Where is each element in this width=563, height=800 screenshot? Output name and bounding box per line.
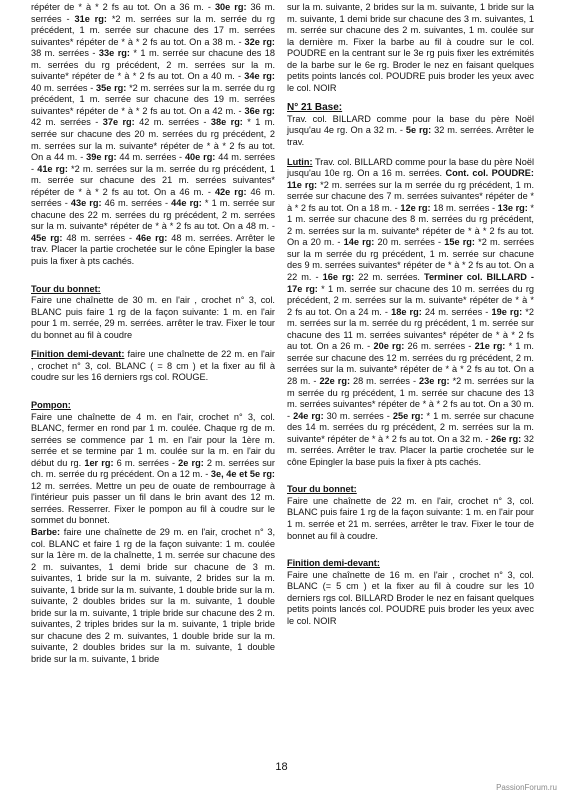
- text-run: 38 m. serrées -: [31, 48, 99, 59]
- text-run: 42 m. serrées -: [134, 117, 211, 128]
- row-label: 22e rg:: [319, 375, 350, 386]
- lutin-text: [287, 157, 534, 469]
- section-label: Lutin:: [287, 156, 313, 167]
- row-label: 14e rg:: [343, 237, 375, 248]
- tour-du-bonnet-heading-2: Tour du bonnet:: [287, 484, 357, 495]
- barbe-continued-text: sur la m. suivante, 2 brides sur la m. suivante, 1 bride sur la m. suivante, 1 demi bride sur chacune des 3 m. suivantes, 1 m. serrée sur chacune des 2 m. suivantes, 1 m. coulée sur la dernière m. Fixer la barbe au fil à coudre sur le col. POUDRE en la centrant sur le 3e rg puis fixer les extrémités de la barbe sur le 6e rg. Broder le nez en faisant quelques petits points lancés col. POUDRE puis broder les yeux avec le col. NOIR: [287, 2, 534, 93]
- text-run: 42 m. serrées -: [31, 117, 103, 128]
- text-run: 30 m. serrées -: [323, 410, 393, 421]
- pompon-heading: Pompon:: [31, 399, 71, 410]
- finition-paragraph: [31, 349, 275, 384]
- row-label: 23e rg:: [419, 375, 450, 386]
- text-run: * 1 m. serrée sur chacune des 14 m. serrées du rg précédent, 2 m. serrées sur la m. suivante* répéter de * à * 2 fs au tot. On a 32 m. -: [287, 410, 534, 444]
- row-label: 19e rg:: [491, 306, 523, 317]
- text-run: *2 m. serrées sur la m. serrée du rg précédent, 1 m. serrée sur chacune des 21 m. serrées suivantes* répéter de * à * 2 fs au tot. On a 46 m. -: [31, 163, 275, 197]
- text-run: répéter de * à * 2 fs au tot. On a 36 m. -: [31, 2, 215, 12]
- text-run: 6 m. serrées -: [113, 457, 179, 468]
- row-label: 41e rg:: [37, 163, 68, 174]
- right-column: [287, 2, 534, 627]
- row-label: 43e rg:: [70, 198, 102, 209]
- text-run: 36 m. serrées -: [31, 2, 275, 24]
- text-run: 32 m. serrées. Arrêter le trav. Placer la partie crochetée sur le cône Epingler la base puis la fixer à pts cachés.: [287, 433, 534, 467]
- row-label: 40e rg:: [184, 152, 216, 163]
- row-label: 45e rg:: [31, 232, 63, 243]
- row-label: 35e rg:: [96, 82, 127, 93]
- text-run: Trav. col. BILLARD comme pour la base du père Noël jusqu'au 10e rg. On a 16 m. serrées.: [287, 156, 534, 179]
- row-label: 38e rg:: [210, 117, 243, 128]
- text-run: * 1 m. serrée sur chacune des 22 m. serrées du rg précédent, 2 m. serrées sur la m. suivante* répéter de * à * 2 fs au tot. On a 48 m. -: [31, 198, 275, 232]
- text-run: 28 m. serrées -: [350, 375, 420, 386]
- barbe-text: [31, 527, 275, 666]
- row-label: 15e rg:: [444, 237, 475, 248]
- row-label: 34e rg:: [244, 71, 275, 82]
- text-run: 20 m. serrées -: [374, 237, 445, 248]
- text-run: 18 m. serrées -: [430, 202, 498, 213]
- text-run: * 1 m. serrée sur chacune des 10 m. serrées du rg précédent, 2 m. serrées sur la m. suivante* répéter de * à * 2 fs au tot. On a 24 m. -: [287, 283, 534, 317]
- text-run: 26 m. serrées -: [404, 341, 475, 352]
- row-label: 18e rg:: [391, 306, 422, 317]
- text-run: *2 m. serrées sur la m. serrée du rg précédent, 1 m. serrée sur chacune des 17 m. serrées suivantes* répéter de * à * 2 fs au tot. On a 38 m. -: [31, 13, 275, 47]
- finition-text-2: Faire une chaînette de 16 m. en l'air , crochet n° 3, col. BLANC (= 5 cm ) et la fixer au fil à coudre sur les 10 derniers rgs col. BILLARD Broder le nez en faisant quelques petits points lancés col. POUDRE puis broder les yeux avec le col. NOIR: [287, 569, 534, 626]
- row-label: 25e rg:: [392, 410, 424, 421]
- tour-du-bonnet-heading: Tour du bonnet:: [31, 283, 101, 294]
- row-label: 37e rg:: [102, 117, 135, 128]
- row-label: 33e rg:: [98, 48, 130, 59]
- text-run: 46 m. serrées -: [31, 186, 275, 209]
- row-label: 31e rg:: [74, 13, 107, 24]
- text-run: 44 m. serrées -: [31, 152, 275, 174]
- row-label: 16e rg:: [322, 272, 355, 283]
- base-21-text-start: Trav. col. BILLARD comme pour la base du père Noël jusqu'au 4e rg. On a 32 m. -: [287, 113, 534, 136]
- row-label: Cont. col. POUDRE: 11e rg:: [287, 168, 534, 190]
- row-label: 20e rg:: [373, 341, 405, 352]
- text-run: 48 m. serrées -: [62, 232, 136, 243]
- text-run: 46 m. serrées -: [101, 198, 172, 209]
- text-run: 24 m. serrées -: [421, 306, 492, 317]
- row-label: 39e rg:: [86, 152, 117, 163]
- text-run: Faire une chaînette de 4 m. en l'air, crochet n° 3, col. BLANC, fermer en rond par 1 m. coulée. Chaque rg de m. serrées se commence par 1 m. en l'air pour la 1ère m. serrée et se termine par 1 m. coulée sur la m. en l'air du début du rg.: [31, 411, 275, 468]
- row-label: 13e rg:: [497, 202, 528, 213]
- text-run: 2 m. serrées sur ch. m. serrée du rg précédent. On a 12 m. -: [31, 457, 275, 480]
- row-label: Terminer col. BILLARD - 17e rg:: [287, 272, 534, 294]
- row-label: 42e rg:: [214, 186, 247, 197]
- finition-heading-2: Finition demi-devant:: [287, 558, 380, 569]
- text-run: 48 m. serrées. Arrêter le trav. Placer la partie crochetée sur le cône Epingler la base puis la fixer à pts cachés.: [31, 232, 275, 267]
- text-run: * 1 m. serrée sur chacune des 12 m. serrées du rg précédent, 2 m. serrées sur la m. suivante* répéter de * à * 2 fs au tot. On a 28 m. -: [287, 341, 534, 386]
- text-run: 22 m. serrées.: [354, 272, 425, 283]
- left-column: [31, 2, 275, 666]
- text-run: 40 m. serrées -: [31, 82, 97, 93]
- row-label: 3e, 4e et 5e rg:: [210, 469, 275, 480]
- row-label: 30e rg:: [214, 2, 247, 12]
- base-21-text-end: 32 m. serrées. Arrêter le trav.: [287, 125, 534, 148]
- finition-heading: Finition demi-devant:: [31, 349, 125, 360]
- text-run: *2 m. serrées sur la m. serrée du rg précédent, 1 m. serrée sur chacune des 19 m. serrées suivantes* répéter de * à * 2 fs au tot. On a 42 m. -: [31, 82, 275, 116]
- text-run: 44 m. serrées -: [116, 152, 185, 163]
- text-run: *2 m. serrées sur la m serrée du rg précédent, 1 m. serrée sur chacune des 7 m. serrées suivantes* répéter de * à * 2 fs au tot. On a 18 m. -: [287, 179, 534, 213]
- finition-text: faire une chaînette de 22 m. en l'air , crochet n° 3, col. BLANC ( = 8 cm ) et la fixer au fil à coudre sur les 16 derniers rgs col. ROUGE.: [31, 349, 275, 383]
- row-label: 21e rg:: [474, 341, 506, 352]
- text-run: *2 m. serrées sur la m serrée du rg précédent, 1 m. serrée sur chacune des 13 m. serrées suivantes* répéter de * à * 2 fs au tot. On a 30 m. -: [287, 375, 534, 421]
- base-21-heading: N° 21 Base:: [287, 102, 343, 114]
- row-label: 24e rg:: [293, 410, 324, 421]
- base-21-row-label: 5e rg:: [405, 125, 432, 136]
- watermark: PassionForum.ru: [496, 783, 557, 792]
- page-number: 18: [275, 761, 288, 773]
- base-21-text: [287, 114, 534, 149]
- text-run: * 1 m. serrée sur chacune des 8 m. serrées du rg précédent, 2 m. serrées sur la m. suivante* répéter de * à * 2 fs au tot. On a 20 m. -: [287, 202, 534, 248]
- row-label: 26e rg:: [491, 433, 522, 444]
- text-run: faire une chaînette de 29 m. en l'air, crochet n° 3, col. BLANC et faire 1 rg de la façon suivante: 1 m. coulée sur la 1ère m. de la chaînette, 1 m. serrée sur chacune des 2 m. suivantes, 1 demi bride sur chacune de 3 m. suivantes, 1 bride sur la m. suivante, 2 brides sur la m. suivante, 1 bride sur la m. suivante, 1 double bride sur la m. suivante, 2 doubles brides sur la m. suivante, 1 double bride sur la m. suivante, 1 triple bride sur chacune des 2 m. suivantes, 2 triples brides sur la m. suivante, 1 triple bride sur chacune des 2 m. suivantes, 1 double bride sur la m. suivante, 2 doubles brides sur la m. suivante, 1 double bride sur la m. suivante, 1 bride: [31, 526, 275, 664]
- row-label: 2e rg:: [178, 457, 204, 468]
- pere-noel-rows-paragraph: [31, 2, 275, 268]
- row-label: 32e rg:: [244, 36, 275, 47]
- row-label: 46e rg:: [135, 232, 168, 243]
- pompon-text: [31, 412, 275, 527]
- row-label: 1er rg:: [84, 457, 114, 468]
- row-label: 12e rg:: [400, 202, 431, 213]
- tour-du-bonnet-text-2: Faire une chaînette de 22 m. en l'air, crochet n° 3, col. BLANC puis faire 1 rg de la façon suivante: 1 m. en l'air pour 1 m. serrée et 21 m. serrées, arrêter le trav. Fixer le tour de bonnet au fil à coudre.: [287, 495, 534, 541]
- row-label: 44e rg:: [171, 198, 202, 209]
- row-label: Barbe:: [31, 526, 61, 537]
- text-run: * 1 m. serrée sur chacune des 18 m. serrées du rg précédent, 2 m. serrées sur la m. suivante* répéter de * à * 2 fs au tot. On a 40 m. -: [31, 48, 275, 82]
- text-run: 12 m. serrées. Mettre un peu de ouate de rembourrage à l'intérieur puis passer un fil dans le brin avant des 12 m. serrées. Resserrer. Fixer le pompon au fil à coudre sur le sommet du bonnet.: [31, 480, 275, 526]
- text-run: * 1 m. serrée sur chacune des 20 m. serrées du rg précédent, 2 m. serrées sur la m. suivante* répéter de * à * 2 fs au tot. On a 44 m. -: [31, 117, 275, 163]
- tour-du-bonnet-text: Faire une chaînette de 30 m. en l'air , crochet n° 3, col. BLANC puis faire 1 rg de la façon suivante: 1 m. en l'air pour 1 m. serrée, 29 m. serrées. arrêter le trav. Fixer le tour du bonnet au fil à coudre: [31, 295, 275, 340]
- row-label: 36e rg:: [244, 105, 275, 116]
- text-run: *2 m. serrées sur la m serrée du rg précédent, 1 m. serrée sur chacune des 9 m. serrées suivantes* répéter de * à * 2 fs au tot. On a 22 m. -: [287, 237, 534, 283]
- text-run: *2 m. serrées sur la m. serrée du rg précédent, 1 m. serrée sur chacune des 11 m. serrées suivantes* répéter de * à * 2 fs au tot. On a 26 m. -: [287, 306, 534, 352]
